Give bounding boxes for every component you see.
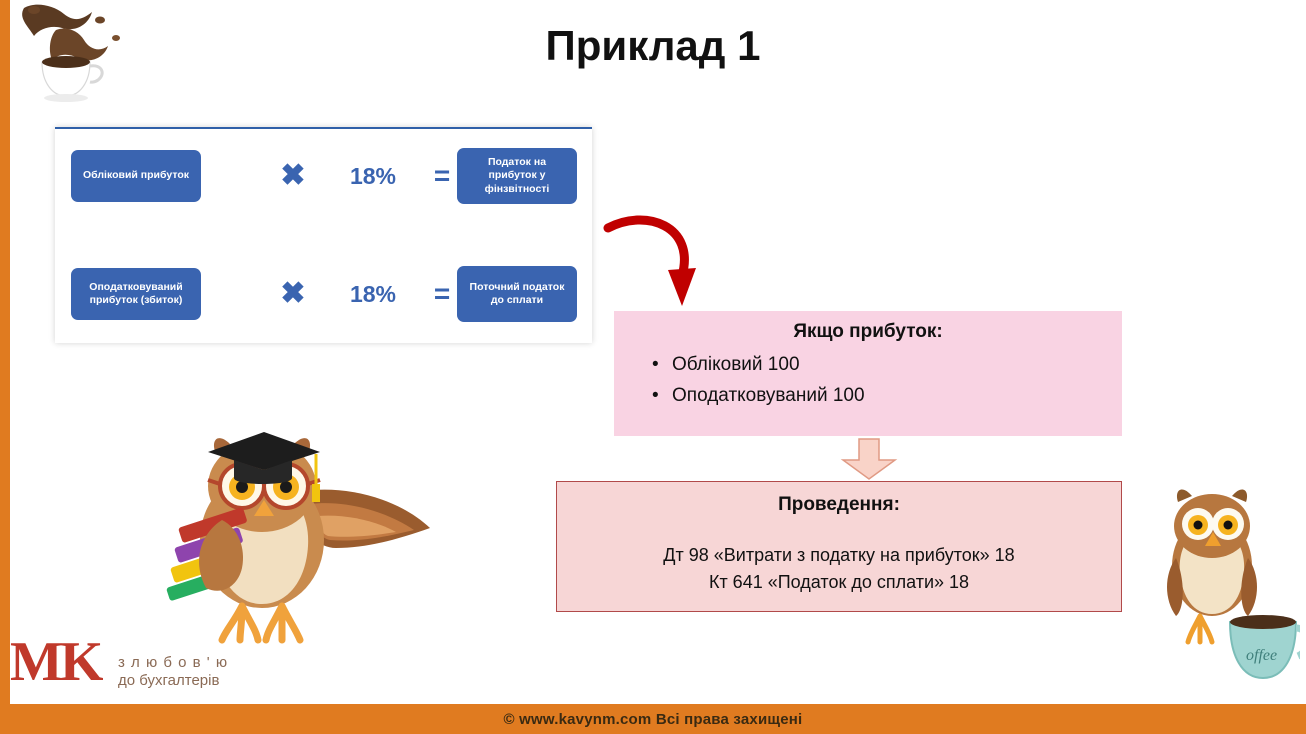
journal-entry-box [556, 481, 1122, 612]
journal-entry-credit: Кт 641 «Податок до сплати» 18 [708, 572, 970, 592]
list-item [628, 349, 1108, 380]
multiply-icon: ✖ [280, 277, 306, 310]
formula-row-taxable [55, 265, 592, 323]
profit-info-box [614, 311, 1122, 436]
current-tax-payable-box: Поточний податок до сплати [457, 266, 577, 322]
formula-row-accounting [55, 147, 592, 205]
left-accent-bar [0, 0, 10, 734]
logo-tagline-line2: до бухгалтерів [118, 672, 220, 689]
graduate-owl-image [130, 400, 440, 650]
bullet-icon: • [652, 385, 659, 407]
list-item-label: Оподатковуваний 100 [672, 385, 865, 407]
page-title: Приклад 1 [545, 22, 761, 69]
tax-rate-taxable: 18% [349, 280, 397, 307]
equals-icon: = [433, 160, 451, 191]
financial-statement-tax-box: Податок на прибуток у фінзвітності [457, 148, 577, 204]
logo-mark: MK [10, 631, 101, 693]
footer-bar [0, 704, 1306, 734]
multiply-icon: ✖ [280, 159, 306, 192]
journal-entry-debit: Дт 98 «Витрати з податку на прибуток» 18 [663, 545, 1015, 565]
brand-logo [10, 630, 260, 702]
profit-info-list [628, 349, 1108, 412]
journal-entry-title: Проведення: [778, 494, 900, 515]
bullet-icon: • [652, 354, 659, 375]
profit-info-title: Якщо прибуток: [793, 321, 943, 342]
list-item-label: Обліковий 100 [672, 354, 800, 375]
journal-entry-lines [557, 542, 1121, 596]
svg-text:offee: offee [1246, 647, 1278, 664]
formula-diagram [55, 127, 592, 343]
taxable-profit-box: Оподатковуваний прибуток (збиток) [71, 268, 201, 320]
accounting-profit-box: Обліковий прибуток [71, 150, 201, 202]
curved-arrow-icon [600, 210, 710, 315]
tax-rate-accounting: 18% [349, 162, 397, 189]
list-item [628, 380, 1108, 411]
owl-with-coffee-image [1150, 470, 1300, 695]
logo-tagline-line1: з л ю б о в ' ю [118, 654, 229, 671]
footer-copyright: © www.kavynm.com Всі права захищені [503, 710, 803, 728]
arrow-down-icon [840, 438, 898, 480]
equals-icon: = [433, 278, 451, 309]
